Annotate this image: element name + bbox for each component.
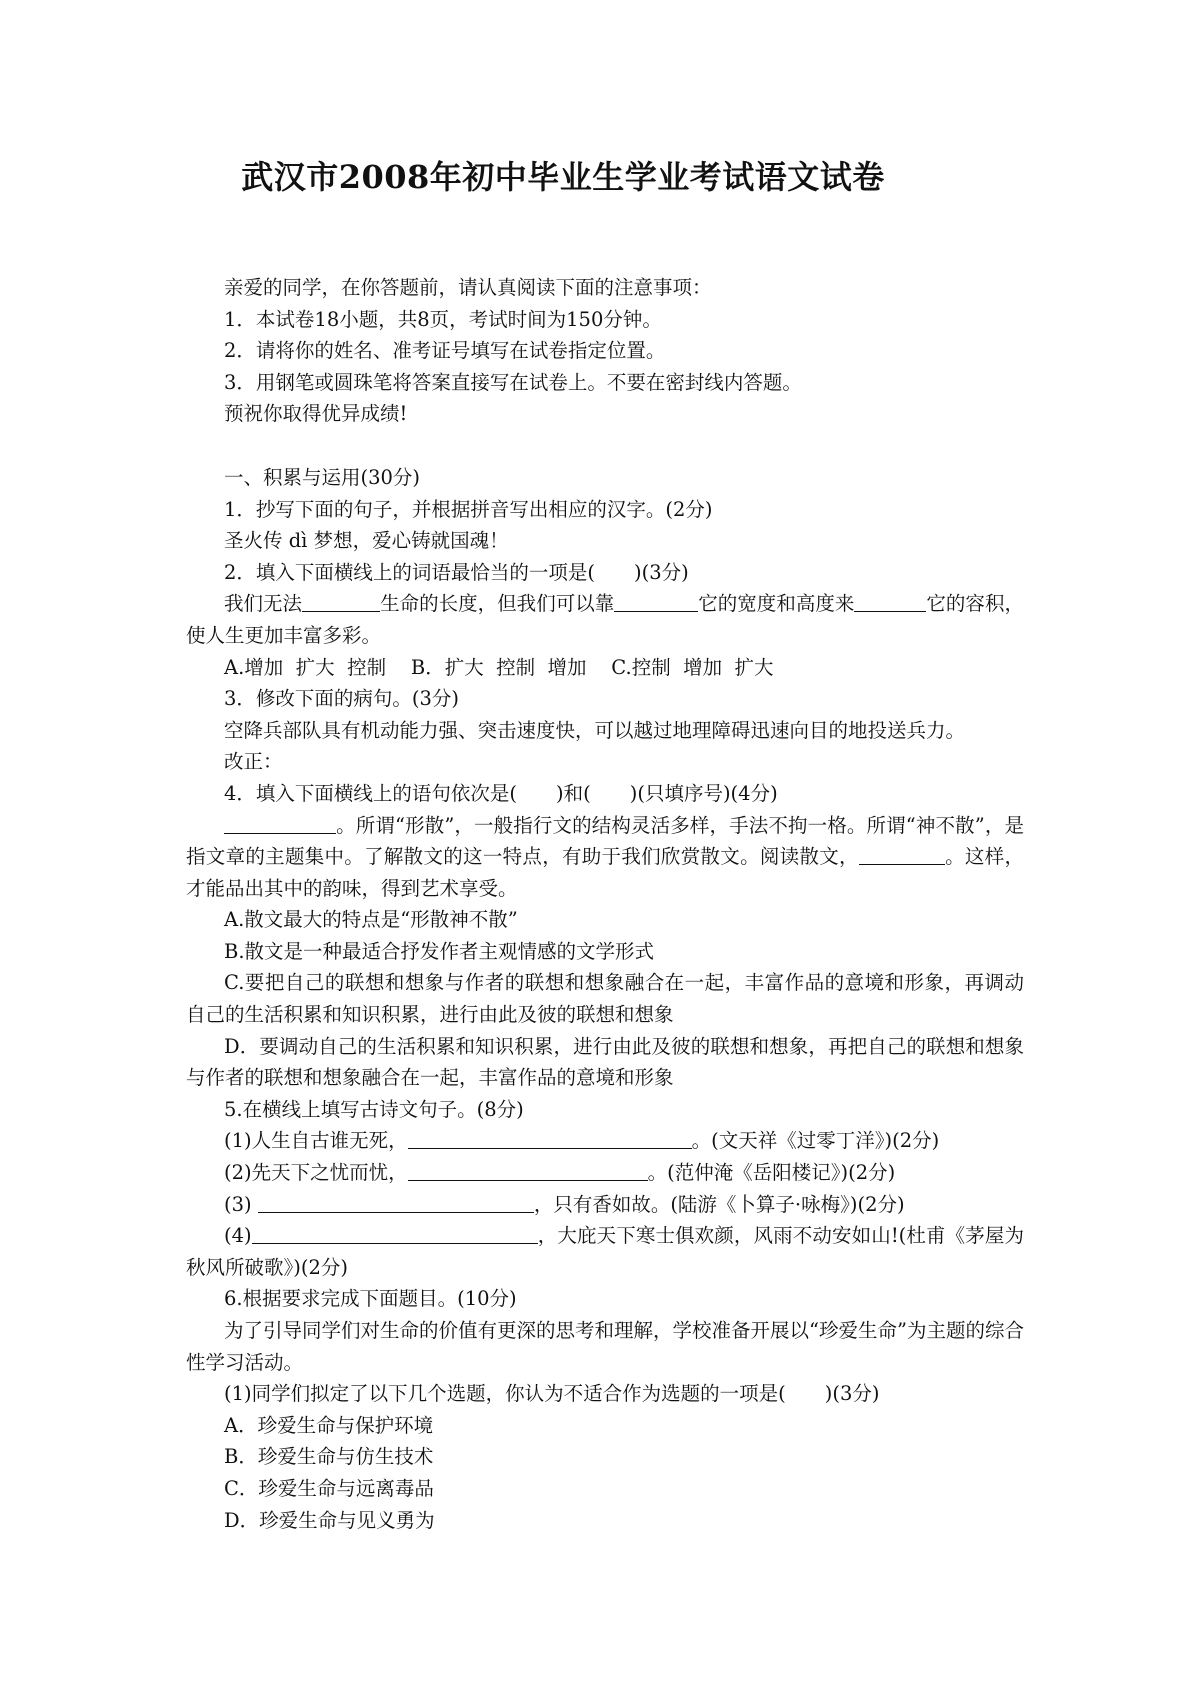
q6-prompt: 6.根据要求完成下面题目。(10分) <box>224 1287 517 1311</box>
notice-item-2: 2．请将你的姓名、准考证号填写在试卷指定位置。 <box>224 339 666 363</box>
q2-text-d: 它的容积，使人生更加丰富多彩。 <box>186 592 1024 647</box>
q2-stem <box>186 588 1024 651</box>
q5-line-3-pre: (3) <box>224 1192 258 1216</box>
q2-prompt: 2．填入下面横线上的词语最恰当的一项是( )(3分) <box>224 560 689 584</box>
q2-text-a: 我们无法 <box>224 592 303 616</box>
answer-blank[interactable] <box>258 1192 534 1213</box>
answer-blank[interactable] <box>408 1161 648 1182</box>
q5-line-1 <box>186 1125 1024 1157</box>
notice-item-1: 1．本试卷18小题，共8页，考试时间为150分钟。 <box>224 307 662 331</box>
q6-option-a: A．珍爱生命与保护环境 <box>224 1413 434 1437</box>
answer-blank[interactable] <box>408 1129 692 1150</box>
q5-line-4-post: ，大庇天下寒士俱欢颜，风雨不动安如山!(杜甫《茅屋为秋风所破歌》)(2分) <box>186 1224 1024 1279</box>
section1-heading: 一、积累与运用(30分) <box>224 465 421 489</box>
q5-line-4 <box>186 1220 1024 1283</box>
q5-line-3-post: ，只有香如故。(陆游《卜算子·咏梅》)(2分) <box>533 1192 905 1216</box>
q6-sub1: (1)同学们拟定了以下几个选题，你认为不适合作为选题的一项是( )(3分) <box>224 1382 880 1406</box>
notice-intro: 亲爱的同学，在你答题前，请认真阅读下面的注意事项： <box>224 276 712 299</box>
q4-stem <box>186 810 1024 905</box>
q4-text-a: 。所谓“形散”，一般指行文的结构灵活多样，手法不拘一格。所谓“神不散”，是指文章的主题集中。了解散文的这一特点，有助于我们欣赏散文。阅读散文， <box>186 813 1024 869</box>
answer-blank[interactable] <box>614 592 698 613</box>
q6-option-c: C．珍爱生命与远离毒品 <box>224 1476 434 1500</box>
q4-text-b: 。这样，才能品出其中的韵味，得到艺术享受。 <box>186 845 1024 900</box>
q5-line-1-post: 。(文天祥《过零丁洋》)(2分) <box>691 1129 940 1153</box>
q5-line-1-pre: (1)人生自古谁无死， <box>224 1129 408 1153</box>
q3-sentence: 空降兵部队具有机动能力强、突击速度快，可以越过地理障碍迅速向目的地投送兵力。 <box>224 718 966 742</box>
answer-blank[interactable] <box>302 592 380 613</box>
exam-title: 武汉市2008年初中毕业生学业考试语文试卷 <box>241 158 885 196</box>
q6-option-d: D．珍爱生命与见义勇为 <box>224 1508 435 1532</box>
q5-line-2-pre: (2)先天下之忧而忧， <box>224 1161 408 1185</box>
q2-text-c: 它的宽度和高度来 <box>698 592 855 616</box>
answer-blank[interactable] <box>252 1224 538 1245</box>
q5-line-2 <box>186 1157 1024 1189</box>
q4-option-d: D．要调动自己的生活积累和知识积累，进行由此及彼的联想和想象，再把自己的联想和想象与作者的联想和想象融合在一起，丰富作品的意境和形象 <box>186 1034 1024 1090</box>
q1-sentence: 圣火传 dì 梦想，爱心铸就国魂！ <box>224 529 509 553</box>
answer-blank[interactable] <box>859 845 945 866</box>
exam-body <box>186 272 1024 1536</box>
q5-line-2-post: 。(范仲淹《岳阳楼记》)(2分) <box>647 1161 896 1185</box>
answer-blank[interactable] <box>224 813 336 834</box>
q6-context: 为了引导同学们对生命的价值有更深的思考和理解，学校准备开展以“珍爱生命”为主题的综合性学习活动。 <box>186 1319 1024 1374</box>
notice-item-3: 3．用钢笔或圆珠笔将答案直接写在试卷上。不要在密封线内答题。 <box>224 370 802 394</box>
q4-option-c: C.要把自己的联想和想象与作者的联想和想象融合在一起，丰富作品的意境和形象，再调动自己的生活积累和知识积累，进行由此及彼的联想和想象 <box>186 971 1024 1027</box>
answer-blank[interactable] <box>854 592 926 613</box>
q5-prompt: 5.在横线上填写古诗文句子。(8分) <box>224 1097 524 1121</box>
q2-text-b: 生命的长度，但我们可以靠 <box>380 592 615 616</box>
q4-option-b: B.散文是一种最适合抒发作者主观情感的文学形式 <box>224 939 655 963</box>
q3-fix-label: 改正： <box>224 750 283 774</box>
q4-prompt: 4．填入下面横线上的语句依次是( )和( )(只填序号)(4分) <box>224 781 778 805</box>
q5-line-3 <box>186 1189 1024 1221</box>
q1-prompt: 1．抄写下面的句子，并根据拼音写出相应的汉字。(2分) <box>224 497 713 521</box>
q3-prompt: 3．修改下面的病句。(3分) <box>224 687 460 711</box>
q5-line-4-pre: (4) <box>224 1224 252 1248</box>
q4-option-a: A.散文最大的特点是“形散神不散” <box>224 908 518 932</box>
notice-closing: 预祝你取得优异成绩! <box>224 402 408 426</box>
q6-option-b: B．珍爱生命与仿生技术 <box>224 1445 434 1469</box>
q2-options: A.增加 扩大 控制 B．扩大 控制 增加 C.控制 增加 扩大 <box>224 655 774 679</box>
section-gap <box>186 430 1024 462</box>
